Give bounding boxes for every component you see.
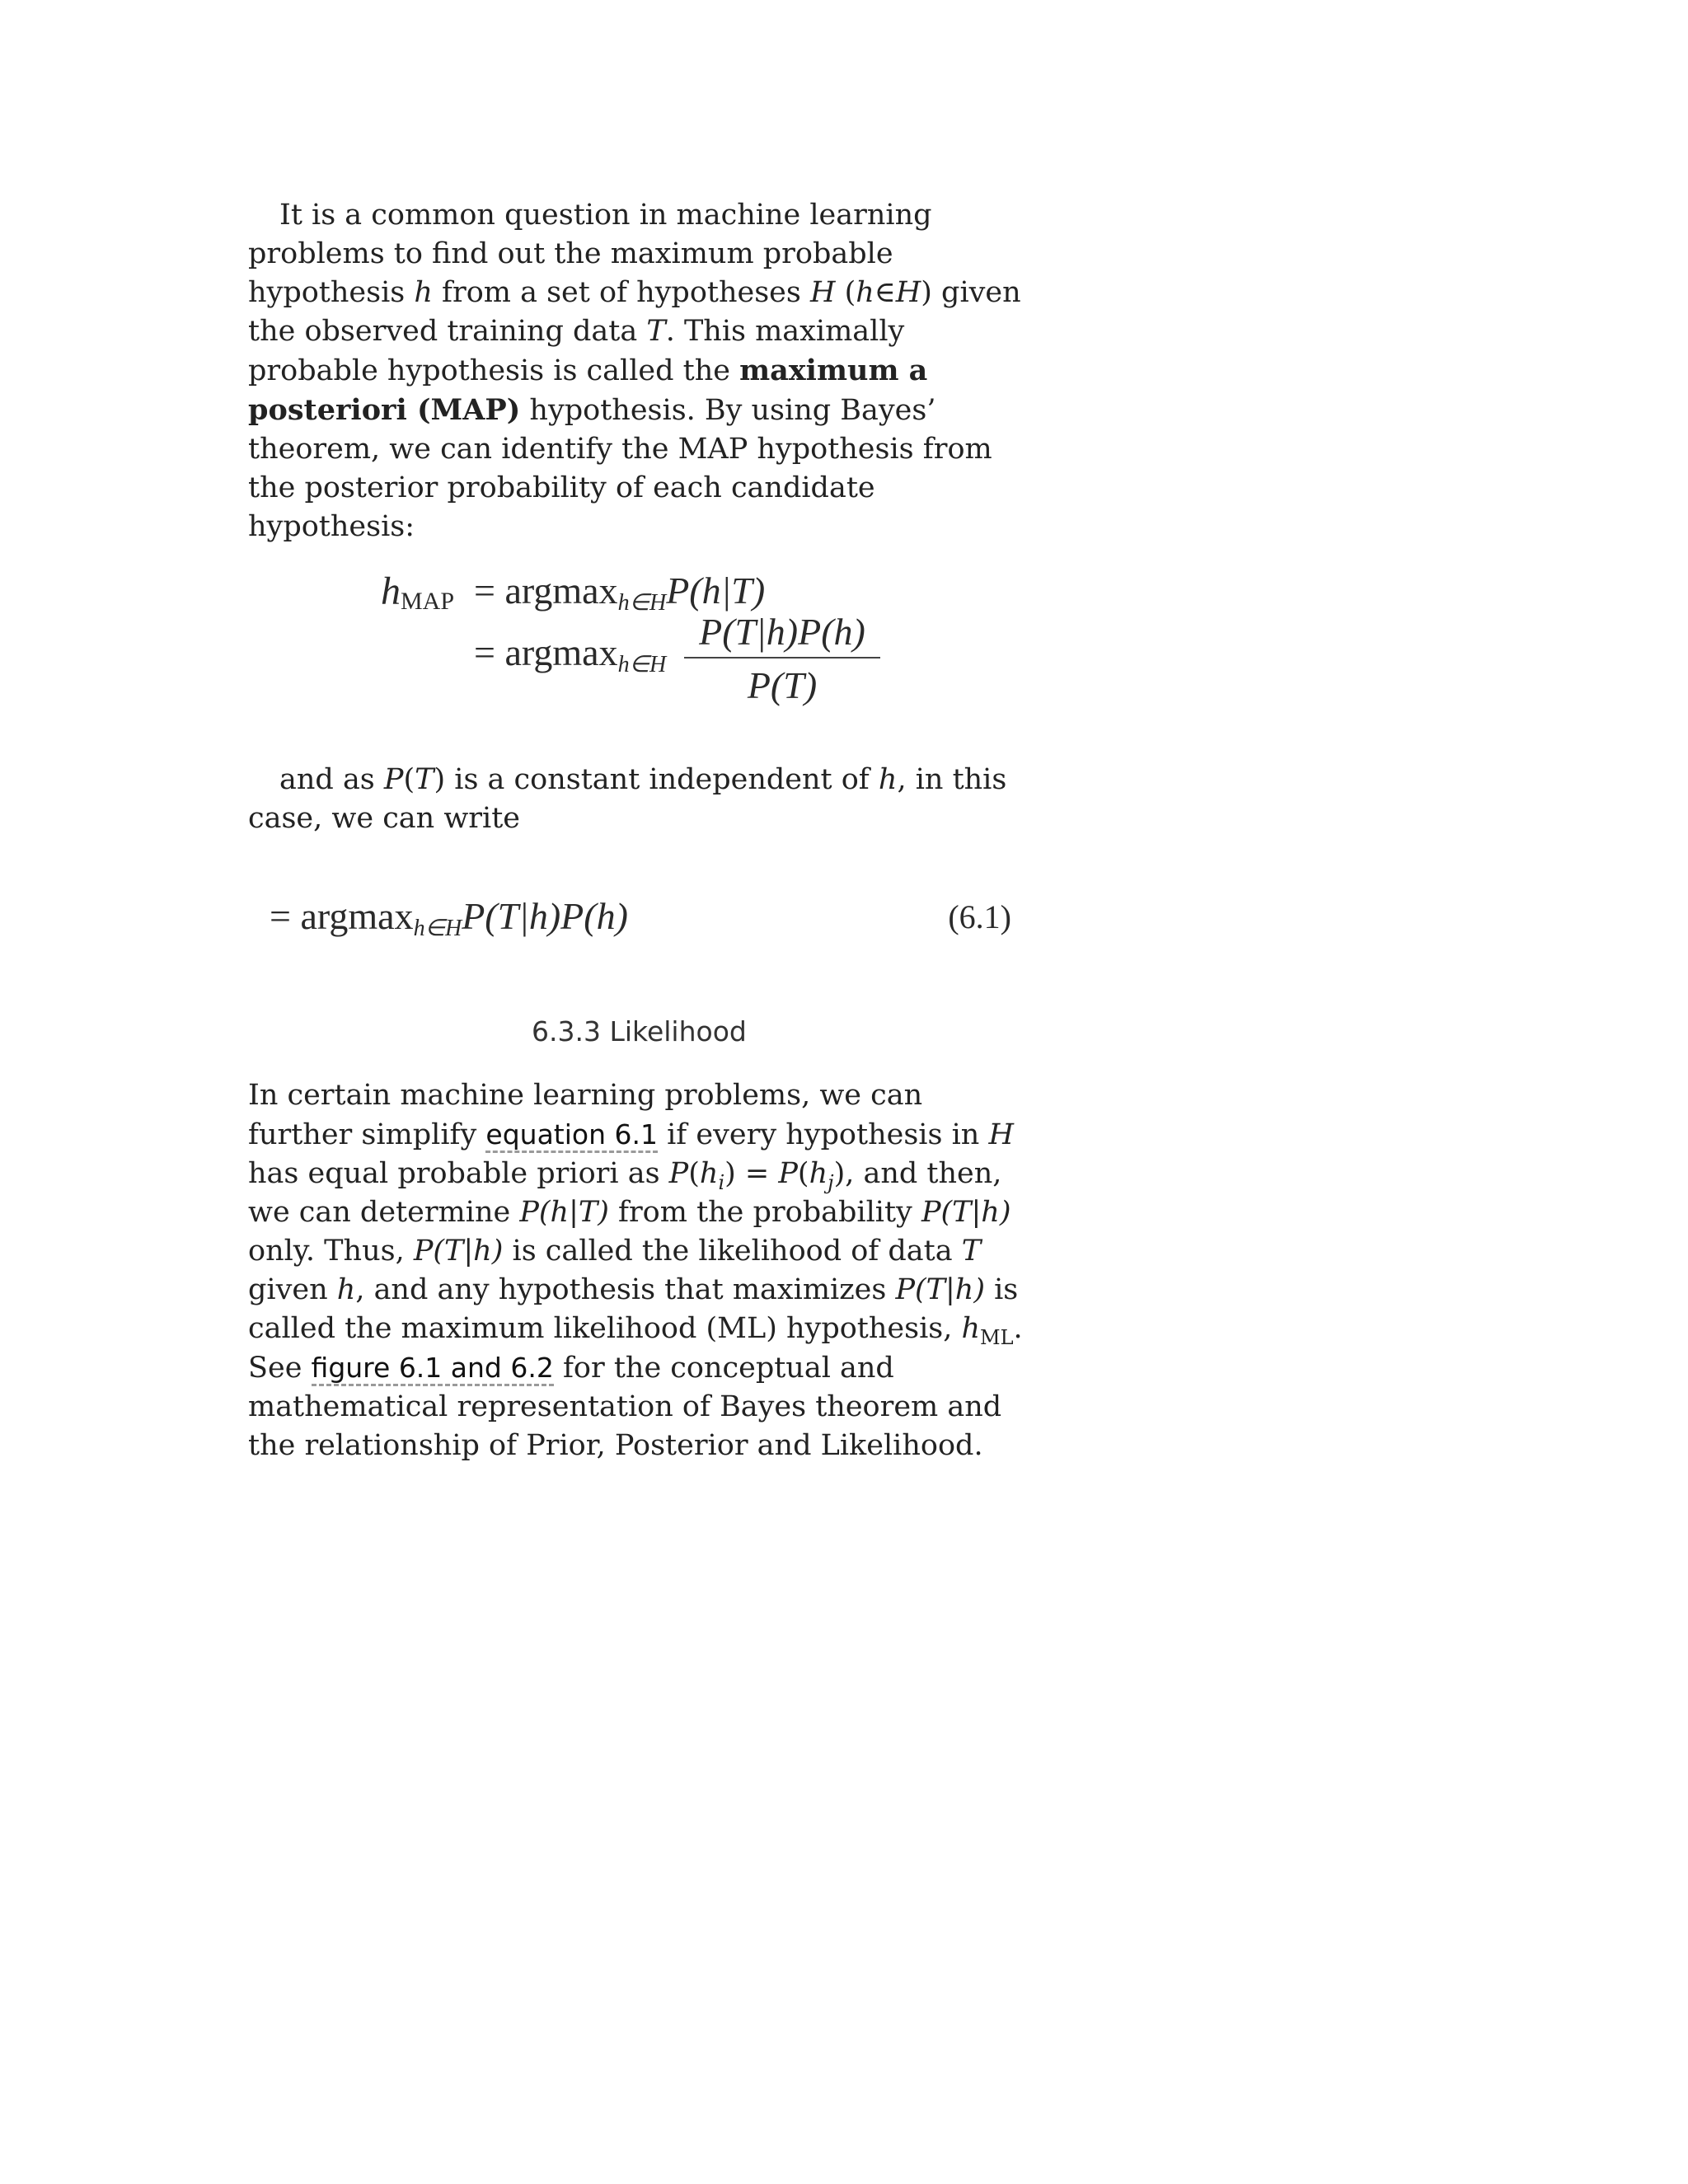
equation-row-1: [474, 569, 766, 616]
var-h-in-H: h∈H: [856, 276, 921, 309]
figure-link[interactable]: figure 6.1 and 6.2: [312, 1352, 554, 1386]
text: . See: [248, 1312, 1023, 1385]
equation-number: (6.1): [948, 898, 1011, 935]
term-map: maximum a posteriori (MAP): [248, 354, 928, 427]
equation-link[interactable]: equation 6.1: [485, 1118, 658, 1153]
argmax-subscript: h∈H: [617, 590, 667, 616]
var-h: h: [878, 763, 898, 796]
fraction-numerator: P(T|h)P(h): [699, 611, 865, 653]
var-h: h: [961, 1312, 981, 1345]
equation-6-1: [270, 894, 1011, 952]
var-h: h: [336, 1273, 356, 1306]
argmax-subscript: h∈H: [617, 652, 667, 677]
text: In certain machine learning problems, we can further simplify: [248, 1079, 923, 1151]
expr-p-t-given-h: P(T|h): [921, 1196, 1011, 1229]
var-h: h: [809, 1157, 828, 1190]
text: (: [403, 763, 415, 796]
text: (: [688, 1157, 700, 1190]
subscript-map: MAP: [401, 588, 455, 615]
text: ) given the observed training data: [248, 276, 1021, 348]
text: ), and then, we can determine: [248, 1157, 1002, 1229]
equals-sign: =: [474, 631, 495, 673]
var-h: h: [699, 1157, 719, 1190]
argmax: argmax: [504, 631, 618, 673]
var-h: h: [414, 276, 433, 309]
var-P: P: [383, 763, 404, 796]
text: ) is a constant independent of: [434, 763, 879, 796]
section-heading: 6.3.3 Likelihood: [532, 1015, 747, 1047]
var-P: P: [668, 1157, 689, 1190]
paragraph-map-intro: [248, 196, 1031, 546]
var-P: P: [778, 1157, 798, 1190]
text: hypothesis. By using Bayes’ theorem, we can identify the MAP hypothesis from the posterior probability of each candidate hypothesis:: [248, 394, 992, 543]
expr-p-h-given-t: P(h|T): [519, 1196, 609, 1229]
expr-p-t-given-h: P(T|h): [895, 1273, 985, 1306]
fraction: [684, 610, 880, 707]
text: only. Thus,: [248, 1235, 414, 1268]
text: given: [248, 1273, 337, 1306]
text: from a set of hypotheses: [432, 276, 810, 309]
text: ) =: [724, 1157, 779, 1190]
var-T: T: [961, 1235, 982, 1268]
subscript-i: i: [718, 1171, 725, 1194]
text: is called the maximum likelihood (ML) hypothesis,: [248, 1273, 1019, 1345]
var-H: H: [809, 276, 836, 309]
text: . This maximally probable hypothesis is called the: [248, 315, 905, 387]
text: has equal probable priori as: [248, 1157, 669, 1190]
fraction-bar: [684, 657, 880, 658]
var-T: T: [415, 763, 434, 796]
var-h: h: [381, 569, 401, 613]
paragraph-constant: [248, 761, 1031, 838]
argmax: argmax: [300, 895, 414, 937]
equals-sign: =: [474, 569, 495, 612]
fraction-denominator: P(T): [747, 664, 818, 706]
text: , in this case, we can write: [248, 763, 1007, 835]
var-T: T: [646, 315, 666, 348]
posterior-expression: P(h|T): [666, 569, 766, 612]
equation-map: [379, 560, 907, 725]
equals-sign: =: [270, 895, 291, 937]
equation-row-2: [474, 630, 667, 677]
text: is called the likelihood of data: [503, 1235, 962, 1268]
argmax: argmax: [504, 569, 618, 612]
text: for the conceptual and mathematical representation of Bayes theorem and the relationship of Prior, Posterior and Likelihood.: [248, 1352, 1002, 1462]
var-H: H: [988, 1118, 1014, 1151]
paragraph-likelihood: [248, 1076, 1031, 1465]
equation-body: [270, 894, 628, 941]
text: and as: [279, 763, 384, 796]
subscript-ml: ML: [980, 1326, 1014, 1349]
text: It is a common question in machine learning problems to find out the maximum probable hypothesis: [248, 199, 932, 309]
text: if every hypothesis in: [657, 1118, 989, 1151]
text: from the probability: [608, 1196, 921, 1229]
subscript-j: j: [828, 1171, 834, 1194]
likelihood-prior-expression: P(T|h)P(h): [462, 895, 628, 937]
text: (: [835, 276, 856, 309]
text: , and any hypothesis that maximizes: [355, 1273, 896, 1306]
equation-lhs: [381, 569, 454, 614]
text: (: [797, 1157, 809, 1190]
argmax-subscript: h∈H: [413, 916, 462, 941]
expr-p-t-given-h: P(T|h): [413, 1235, 504, 1268]
